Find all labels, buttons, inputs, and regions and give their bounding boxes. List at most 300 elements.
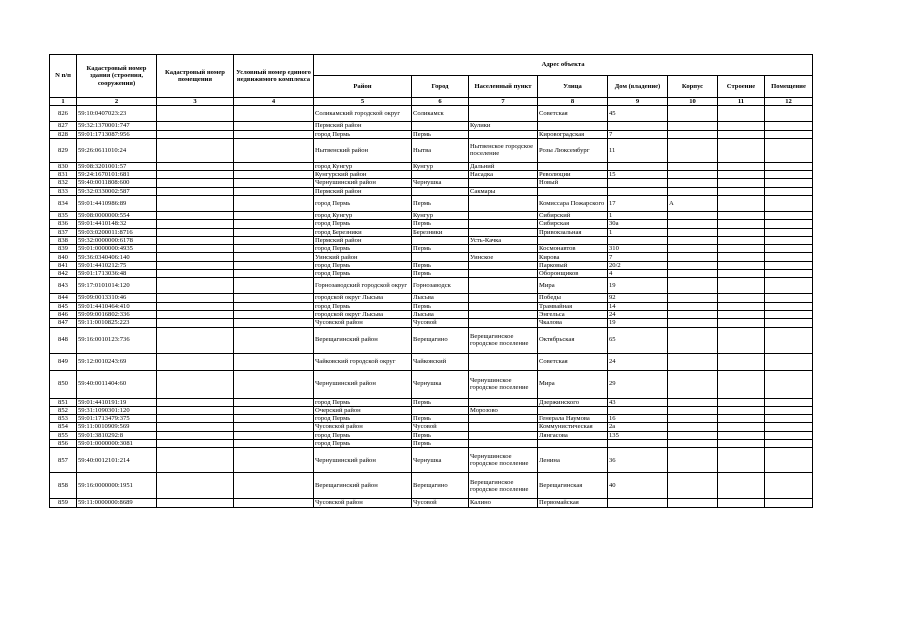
cell-settlement: Насадка bbox=[469, 171, 538, 179]
cell-street: Парковый bbox=[538, 261, 608, 269]
cell-building-block bbox=[668, 171, 718, 179]
cell-house: 1 bbox=[608, 228, 668, 236]
cell-conditional-number bbox=[234, 473, 314, 499]
cell-premises bbox=[765, 278, 813, 294]
table-row bbox=[50, 353, 813, 370]
cell-city: Чусовой bbox=[412, 423, 469, 431]
cell-building-block bbox=[668, 261, 718, 269]
table-row bbox=[50, 310, 813, 318]
cell-district: город Березники bbox=[314, 228, 412, 236]
cell-building-block bbox=[668, 499, 718, 507]
cell-structure bbox=[718, 138, 765, 162]
cell-house bbox=[608, 187, 668, 195]
cell-house: 24 bbox=[608, 310, 668, 318]
cell-district: городской округ Лысьва bbox=[314, 294, 412, 302]
cell-district: Верещагинский район bbox=[314, 473, 412, 499]
cell-district: Пермский район bbox=[314, 236, 412, 244]
cell-building-block bbox=[668, 406, 718, 414]
cell-building-block bbox=[668, 302, 718, 310]
cell-cadastral-building: 59:01:4410986:89 bbox=[77, 195, 157, 211]
cell-structure bbox=[718, 370, 765, 398]
col-num: 6 bbox=[412, 98, 469, 106]
cell-number: 839 bbox=[50, 245, 77, 253]
cell-building-block bbox=[668, 353, 718, 370]
cell-cadastral-room bbox=[157, 179, 234, 187]
cell-cadastral-room bbox=[157, 220, 234, 228]
col-num: 4 bbox=[234, 98, 314, 106]
cell-house: 19 bbox=[608, 278, 668, 294]
cell-conditional-number bbox=[234, 179, 314, 187]
cell-cadastral-room bbox=[157, 278, 234, 294]
column-numbers-row bbox=[50, 98, 813, 106]
cell-cadastral-room bbox=[157, 310, 234, 318]
cell-city: Лысьва bbox=[412, 310, 469, 318]
cell-district: Чусовской район bbox=[314, 423, 412, 431]
cell-house: 24 bbox=[608, 353, 668, 370]
cell-conditional-number bbox=[234, 398, 314, 406]
cell-district: Соликамский городской округ bbox=[314, 106, 412, 122]
cell-street: Лянгасова bbox=[538, 431, 608, 439]
cell-cadastral-room bbox=[157, 398, 234, 406]
table-row bbox=[50, 327, 813, 353]
col-num: 2 bbox=[77, 98, 157, 106]
table-row bbox=[50, 179, 813, 187]
cell-building-block bbox=[668, 431, 718, 439]
cell-premises bbox=[765, 236, 813, 244]
cell-premises bbox=[765, 327, 813, 353]
cell-number: 853 bbox=[50, 415, 77, 423]
cell-cadastral-building: 59:40:0011404:60 bbox=[77, 370, 157, 398]
cell-conditional-number bbox=[234, 122, 314, 130]
cell-city: Пермь bbox=[412, 431, 469, 439]
cell-street: Революции bbox=[538, 171, 608, 179]
cell-cadastral-building: 59:11:0010825:223 bbox=[77, 319, 157, 327]
cell-structure bbox=[718, 278, 765, 294]
cell-cadastral-room bbox=[157, 294, 234, 302]
cell-structure bbox=[718, 327, 765, 353]
cell-settlement bbox=[469, 270, 538, 278]
cell-structure bbox=[718, 302, 765, 310]
cell-cadastral-room bbox=[157, 261, 234, 269]
cell-district: город Пермь bbox=[314, 440, 412, 448]
cell-cadastral-room bbox=[157, 415, 234, 423]
cell-cadastral-room bbox=[157, 236, 234, 244]
cell-house bbox=[608, 179, 668, 187]
cell-settlement bbox=[469, 228, 538, 236]
cell-city: Пермь bbox=[412, 220, 469, 228]
cell-structure bbox=[718, 162, 765, 170]
cell-house bbox=[608, 499, 668, 507]
table-row bbox=[50, 162, 813, 170]
cell-street: Октябрьская bbox=[538, 327, 608, 353]
cell-settlement bbox=[469, 353, 538, 370]
cell-house: 1 bbox=[608, 211, 668, 219]
header-district: Район bbox=[314, 76, 412, 98]
cell-settlement: Морозово bbox=[469, 406, 538, 414]
cell-premises bbox=[765, 270, 813, 278]
cell-cadastral-building: 59:08:3201001:57 bbox=[77, 162, 157, 170]
cell-district: Пермский район bbox=[314, 187, 412, 195]
cell-conditional-number bbox=[234, 415, 314, 423]
cell-building-block bbox=[668, 327, 718, 353]
cell-house: 135 bbox=[608, 431, 668, 439]
cell-number: 846 bbox=[50, 310, 77, 318]
cell-street: Привокзальная bbox=[538, 228, 608, 236]
cell-building-block bbox=[668, 398, 718, 406]
cell-building-block bbox=[668, 448, 718, 473]
cell-number: 836 bbox=[50, 220, 77, 228]
cell-conditional-number bbox=[234, 302, 314, 310]
cell-district: город Пермь bbox=[314, 245, 412, 253]
col-num: 7 bbox=[469, 98, 538, 106]
cell-cadastral-room bbox=[157, 327, 234, 353]
cell-number: 843 bbox=[50, 278, 77, 294]
cell-settlement: Уинское bbox=[469, 253, 538, 261]
cell-conditional-number bbox=[234, 228, 314, 236]
cell-structure bbox=[718, 171, 765, 179]
cell-conditional-number bbox=[234, 138, 314, 162]
cell-number: 855 bbox=[50, 431, 77, 439]
cell-number: 831 bbox=[50, 171, 77, 179]
cell-street: Советская bbox=[538, 106, 608, 122]
cell-cadastral-building: 59:12:0010243:69 bbox=[77, 353, 157, 370]
cell-number: 848 bbox=[50, 327, 77, 353]
table-row bbox=[50, 236, 813, 244]
cell-house: 36 bbox=[608, 448, 668, 473]
cell-street bbox=[538, 236, 608, 244]
cell-premises bbox=[765, 353, 813, 370]
cell-premises bbox=[765, 106, 813, 122]
cell-house bbox=[608, 440, 668, 448]
col-num: 12 bbox=[765, 98, 813, 106]
header-settlement: Населенный пункт bbox=[469, 76, 538, 98]
cell-city: Кунгур bbox=[412, 211, 469, 219]
cell-street: Мира bbox=[538, 370, 608, 398]
cell-building-block bbox=[668, 270, 718, 278]
cell-conditional-number bbox=[234, 440, 314, 448]
cell-settlement: Нытвенское городское поселение bbox=[469, 138, 538, 162]
cell-city: Пермь bbox=[412, 440, 469, 448]
cell-cadastral-building: 59:01:4410212:75 bbox=[77, 261, 157, 269]
cell-building-block bbox=[668, 187, 718, 195]
cell-conditional-number bbox=[234, 236, 314, 244]
table-row bbox=[50, 187, 813, 195]
cell-city: Нытва bbox=[412, 138, 469, 162]
header-street: Улица bbox=[538, 76, 608, 98]
cell-street bbox=[538, 122, 608, 130]
header-conditional-number: Условный номер единого недвижимого комплекса bbox=[234, 55, 314, 98]
cell-house: 15 bbox=[608, 171, 668, 179]
cell-settlement bbox=[469, 440, 538, 448]
table-row bbox=[50, 138, 813, 162]
table-row bbox=[50, 423, 813, 431]
cell-street: Коммунистическая bbox=[538, 423, 608, 431]
table-row bbox=[50, 406, 813, 414]
header-premises: Помещение bbox=[765, 76, 813, 98]
header-city: Город bbox=[412, 76, 469, 98]
cell-cadastral-room bbox=[157, 106, 234, 122]
cell-building-block bbox=[668, 294, 718, 302]
cell-street: Новый bbox=[538, 179, 608, 187]
cell-street: Трамвайная bbox=[538, 302, 608, 310]
cell-number: 828 bbox=[50, 130, 77, 138]
cell-conditional-number bbox=[234, 353, 314, 370]
cell-cadastral-building: 59:40:0012101:214 bbox=[77, 448, 157, 473]
cell-settlement bbox=[469, 319, 538, 327]
cell-cadastral-room bbox=[157, 162, 234, 170]
cell-cadastral-building: 59:08:0000000:554 bbox=[77, 211, 157, 219]
cell-city: Пермь bbox=[412, 270, 469, 278]
cell-structure bbox=[718, 431, 765, 439]
col-num: 1 bbox=[50, 98, 77, 106]
table-row bbox=[50, 245, 813, 253]
cell-building-block bbox=[668, 415, 718, 423]
cell-premises bbox=[765, 253, 813, 261]
cell-district: Чусовской район bbox=[314, 319, 412, 327]
cell-cadastral-room bbox=[157, 187, 234, 195]
col-num: 5 bbox=[314, 98, 412, 106]
cell-district: город Пермь bbox=[314, 302, 412, 310]
table-row bbox=[50, 261, 813, 269]
cell-street: Кирова bbox=[538, 253, 608, 261]
cell-house: 7 bbox=[608, 253, 668, 261]
cell-cadastral-building: 59:01:0000000:4935 bbox=[77, 245, 157, 253]
cell-cadastral-building: 59:01:3810292:8 bbox=[77, 431, 157, 439]
cell-building-block bbox=[668, 211, 718, 219]
cell-settlement bbox=[469, 310, 538, 318]
cell-settlement bbox=[469, 278, 538, 294]
cell-premises bbox=[765, 415, 813, 423]
cell-cadastral-room bbox=[157, 431, 234, 439]
cell-city: Чернушка bbox=[412, 370, 469, 398]
cell-street: Победы bbox=[538, 294, 608, 302]
cell-premises bbox=[765, 195, 813, 211]
cell-structure bbox=[718, 319, 765, 327]
cell-district: город Пермь bbox=[314, 431, 412, 439]
cell-house: 19 bbox=[608, 319, 668, 327]
cell-house: 29 bbox=[608, 370, 668, 398]
cell-district: город Пермь bbox=[314, 130, 412, 138]
cell-structure bbox=[718, 406, 765, 414]
table-row bbox=[50, 294, 813, 302]
cell-street: Генерала Наумова bbox=[538, 415, 608, 423]
cell-city: Пермь bbox=[412, 130, 469, 138]
cell-number: 835 bbox=[50, 211, 77, 219]
col-num: 10 bbox=[668, 98, 718, 106]
table-row bbox=[50, 431, 813, 439]
cell-premises bbox=[765, 398, 813, 406]
cell-structure bbox=[718, 187, 765, 195]
table-row bbox=[50, 440, 813, 448]
cell-street: Дзержинского bbox=[538, 398, 608, 406]
cell-building-block bbox=[668, 473, 718, 499]
cell-structure bbox=[718, 228, 765, 236]
table-row bbox=[50, 448, 813, 473]
col-num: 8 bbox=[538, 98, 608, 106]
table-row bbox=[50, 278, 813, 294]
cell-cadastral-building: 59:01:4410191:19 bbox=[77, 398, 157, 406]
cell-building-block bbox=[668, 253, 718, 261]
cell-cadastral-building: 59:32:0000000:6178 bbox=[77, 236, 157, 244]
cell-conditional-number bbox=[234, 261, 314, 269]
cell-street: Сибирская bbox=[538, 220, 608, 228]
cell-house: 14 bbox=[608, 302, 668, 310]
cell-number: 827 bbox=[50, 122, 77, 130]
cell-cadastral-room bbox=[157, 448, 234, 473]
cell-conditional-number bbox=[234, 406, 314, 414]
cell-premises bbox=[765, 162, 813, 170]
cell-city bbox=[412, 171, 469, 179]
cell-premises bbox=[765, 179, 813, 187]
cell-conditional-number bbox=[234, 253, 314, 261]
cell-number: 851 bbox=[50, 398, 77, 406]
table-row bbox=[50, 106, 813, 122]
cell-structure bbox=[718, 179, 765, 187]
cell-structure bbox=[718, 220, 765, 228]
cell-premises bbox=[765, 122, 813, 130]
cell-cadastral-building: 59:16:0000000:1951 bbox=[77, 473, 157, 499]
cell-district: городской округ Лысьва bbox=[314, 310, 412, 318]
cell-street: Розы Люксембург bbox=[538, 138, 608, 162]
cell-settlement: Кулики bbox=[469, 122, 538, 130]
cell-cadastral-building: 59:11:0010909:569 bbox=[77, 423, 157, 431]
table-row bbox=[50, 370, 813, 398]
cell-settlement bbox=[469, 220, 538, 228]
cell-settlement: Верещагинское городское поселение bbox=[469, 327, 538, 353]
cell-house: 65 bbox=[608, 327, 668, 353]
cell-building-block bbox=[668, 278, 718, 294]
cell-settlement bbox=[469, 423, 538, 431]
cell-number: 842 bbox=[50, 270, 77, 278]
table-row bbox=[50, 122, 813, 130]
cell-city: Горнозаводск bbox=[412, 278, 469, 294]
cell-number: 854 bbox=[50, 423, 77, 431]
cell-city bbox=[412, 187, 469, 195]
cell-premises bbox=[765, 187, 813, 195]
cell-conditional-number bbox=[234, 310, 314, 318]
cell-structure bbox=[718, 211, 765, 219]
cell-premises bbox=[765, 499, 813, 507]
cell-premises bbox=[765, 130, 813, 138]
cell-house bbox=[608, 406, 668, 414]
cell-district: город Пермь bbox=[314, 220, 412, 228]
cell-house: 43 bbox=[608, 398, 668, 406]
cell-premises bbox=[765, 228, 813, 236]
cell-cadastral-room bbox=[157, 473, 234, 499]
cell-structure bbox=[718, 440, 765, 448]
cell-street: Верещагинская bbox=[538, 473, 608, 499]
cell-city bbox=[412, 236, 469, 244]
cell-district: Уинский район bbox=[314, 253, 412, 261]
cell-number: 852 bbox=[50, 406, 77, 414]
cell-house: 40 bbox=[608, 473, 668, 499]
cell-building-block bbox=[668, 106, 718, 122]
cell-cadastral-room bbox=[157, 130, 234, 138]
cell-city: Чусовой bbox=[412, 499, 469, 507]
cell-cadastral-building: 59:24:1670101:681 bbox=[77, 171, 157, 179]
col-num: 9 bbox=[608, 98, 668, 106]
cell-house: 2а bbox=[608, 423, 668, 431]
cell-conditional-number bbox=[234, 423, 314, 431]
cell-number: 850 bbox=[50, 370, 77, 398]
cell-district: Чернушинский район bbox=[314, 448, 412, 473]
cell-house: 92 bbox=[608, 294, 668, 302]
cell-street bbox=[538, 187, 608, 195]
header-structure: Строение bbox=[718, 76, 765, 98]
cell-street: Кировоградская bbox=[538, 130, 608, 138]
cell-cadastral-building: 59:31:1090301:120 bbox=[77, 406, 157, 414]
cell-settlement: Сакмары bbox=[469, 187, 538, 195]
cell-number: 838 bbox=[50, 236, 77, 244]
cell-structure bbox=[718, 398, 765, 406]
cell-city: Верещагино bbox=[412, 327, 469, 353]
cell-street: Космонавтов bbox=[538, 245, 608, 253]
cell-settlement bbox=[469, 261, 538, 269]
cell-building-block bbox=[668, 423, 718, 431]
cell-district: Чернушинский район bbox=[314, 370, 412, 398]
cell-building-block bbox=[668, 370, 718, 398]
cell-district: Чусовской район bbox=[314, 499, 412, 507]
cell-cadastral-room bbox=[157, 353, 234, 370]
cell-settlement bbox=[469, 106, 538, 122]
header-house: Дом (владение) bbox=[608, 76, 668, 98]
table-row bbox=[50, 171, 813, 179]
cell-house: 7 bbox=[608, 130, 668, 138]
cell-house bbox=[608, 236, 668, 244]
cell-street: Советская bbox=[538, 353, 608, 370]
cell-number: 858 bbox=[50, 473, 77, 499]
cell-street: Энгельса bbox=[538, 310, 608, 318]
cell-cadastral-building: 59:01:4410464:410 bbox=[77, 302, 157, 310]
cell-cadastral-building: 59:01:1713479:375 bbox=[77, 415, 157, 423]
cell-conditional-number bbox=[234, 278, 314, 294]
cell-building-block bbox=[668, 310, 718, 318]
cell-building-block bbox=[668, 130, 718, 138]
cell-conditional-number bbox=[234, 220, 314, 228]
cell-premises bbox=[765, 245, 813, 253]
cell-structure bbox=[718, 130, 765, 138]
cell-cadastral-room bbox=[157, 319, 234, 327]
cell-premises bbox=[765, 448, 813, 473]
cell-city: Кунгур bbox=[412, 162, 469, 170]
cell-structure bbox=[718, 195, 765, 211]
cell-cadastral-room bbox=[157, 406, 234, 414]
cell-city: Верещагино bbox=[412, 473, 469, 499]
cell-street: Мира bbox=[538, 278, 608, 294]
cell-cadastral-room bbox=[157, 253, 234, 261]
table-row bbox=[50, 270, 813, 278]
cell-settlement bbox=[469, 245, 538, 253]
cell-settlement bbox=[469, 302, 538, 310]
cell-cadastral-building: 59:40:0011808:600 bbox=[77, 179, 157, 187]
cell-house bbox=[608, 122, 668, 130]
cell-city: Березники bbox=[412, 228, 469, 236]
cell-cadastral-building: 59:17:0101014:120 bbox=[77, 278, 157, 294]
cell-house: 11 bbox=[608, 138, 668, 162]
cell-number: 849 bbox=[50, 353, 77, 370]
table-row bbox=[50, 253, 813, 261]
cell-cadastral-building: 59:01:0000000:3081 bbox=[77, 440, 157, 448]
cell-structure bbox=[718, 253, 765, 261]
cell-number: 829 bbox=[50, 138, 77, 162]
cell-city: Пермь bbox=[412, 398, 469, 406]
table-row bbox=[50, 499, 813, 507]
header-address: Адрес объекта bbox=[314, 55, 813, 76]
cell-number: 830 bbox=[50, 162, 77, 170]
cell-conditional-number bbox=[234, 245, 314, 253]
cell-settlement: Чернушинское городское поселение bbox=[469, 448, 538, 473]
cell-cadastral-room bbox=[157, 122, 234, 130]
